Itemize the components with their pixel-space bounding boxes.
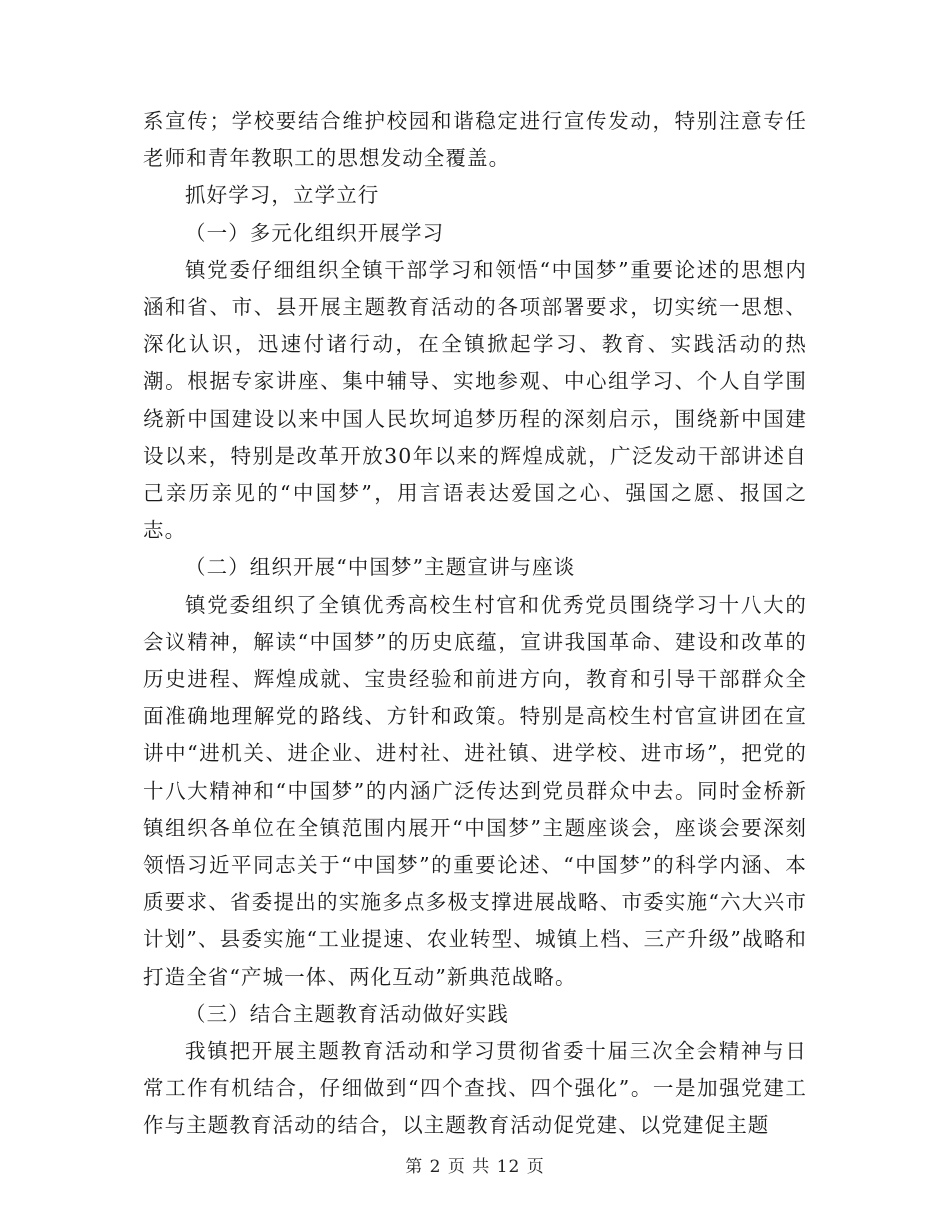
subheading-three: （三）结合主题教育活动做好实践 xyxy=(185,1001,509,1026)
subheading-two: （二）组织开展“中国梦”主题宣讲与座谈 xyxy=(185,555,576,580)
page-number-footer: 第 2 页 共 12 页 xyxy=(405,1157,545,1177)
subheading-one: （一）多元化组织开展学习 xyxy=(185,220,445,245)
body-paragraph-three: 我镇把开展主题教育活动和学习贯彻省委十届三次全会精神与日常工作有机结合，仔细做到“四个查找、四个强化”。一是加强党建工作与主题教育活动的结合，以主题教育活动促党建、以党建促主题 xyxy=(143,1039,807,1138)
body-paragraph-two: 镇党委组织了全镇优秀高校生村官和优秀党员围绕学习十八大的会议精神，解读“中国梦”的历史底蕴，宣讲我国革命、建设和改革的历史进程、辉煌成就、宝贵经验和前进方向，教育和引导干部群众全面准确地理解党的路线、方针和政策。特别是高校生村官宣讲团在宣讲中“进机关、进企业、进村社、进社镇、进学校、进市场”，把党的十八大精神和“中国梦”的内涵广泛传达到党员群众中去。同时金桥新镇组织各单位在全镇范围内展开“中国梦”主题座谈会，座谈会要深刻领悟习近平同志关于“中国梦”的重要论述、“中国梦”的科学内涵、本质要求、省委提出的实施多点多极支撑进展战略、市委实施“六大兴市计划”、县委实施“工业提速、农业转型、城镇上档、三产升级”战略和打造全省“产城一体、两化互动”新典范战略。 xyxy=(143,592,807,989)
document-body xyxy=(143,103,807,1145)
body-paragraph-one: 镇党委仔细组织全镇干部学习和领悟“中国梦”重要论述的思想内涵和省、市、县开展主题教育活动的各项部署要求，切实统一思想、深化认识，迅速付诸行动，在全镇掀起学习、教育、实践活动的热潮。根据专家讲座、集中辅导、实地参观、中心组学习、个人自学围绕新中国建设以来中国人民坎坷追梦历程的深刻启示，围绕新中国建设以来，特别是改革开放30年以来的辉煌成就，广泛发动干部讲述自己亲历亲见的“中国梦”，用言语表达爱国之心、强国之愿、报国之志。 xyxy=(143,257,807,543)
paragraph-continuation: 系宣传；学校要结合维护校园和谐稳定进行宣传发动，特别注意专任老师和青年教职工的思想发动全覆盖。 xyxy=(143,109,807,171)
section-heading: 抓好学习，立学立行 xyxy=(185,183,380,208)
